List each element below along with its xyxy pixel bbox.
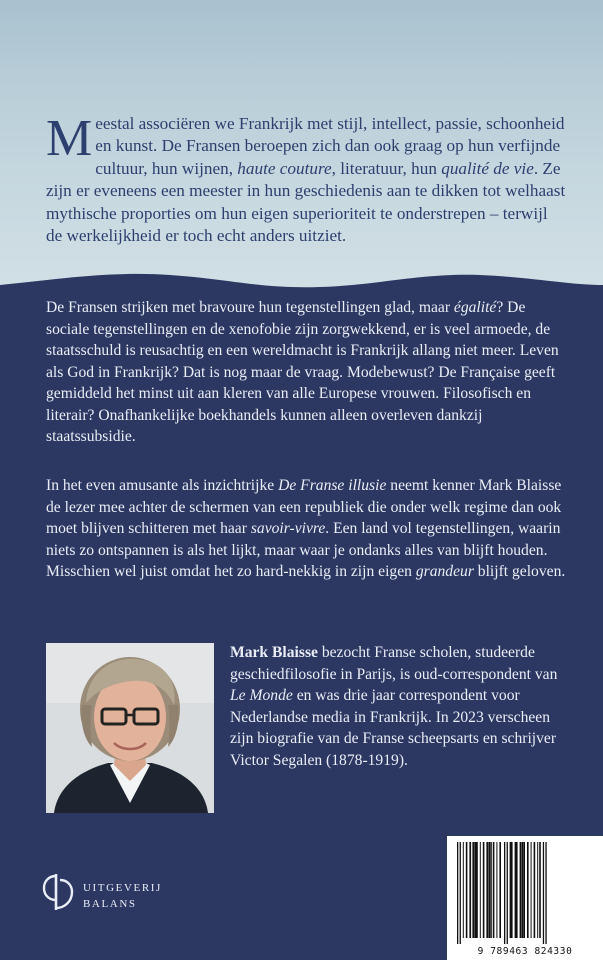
author-bio-text: [230, 644, 557, 769]
text-run-2: neemt kenner Mark Blaisse de lezer mee achter de schermen van een republiek die onder welk regime dan ook moet blijven schitteren met haar: [46, 477, 562, 537]
drop-cap: M: [46, 110, 93, 167]
text-run-4: . Een land vol tegenstellingen, waarin niets zo ontspannen is als het lijkt, maar waar je ondanks alles van blijft houden. Misschien wel juist omdat het zo hard-nekkig in zijn eigen: [46, 520, 561, 580]
barcode-bar: [522, 842, 524, 938]
barcode-bar: [483, 842, 485, 938]
barcode-bar: [477, 842, 478, 938]
publisher-logo: [40, 872, 180, 912]
barcode-bar: [486, 842, 488, 938]
barcode-bar: [531, 842, 532, 938]
barcode-bar: [512, 842, 513, 938]
publisher-line-2: BALANS: [83, 898, 137, 910]
barcode-bar: [480, 842, 481, 938]
barcode: [447, 836, 603, 960]
barcode-bar: [488, 842, 490, 938]
barcode-bar: [460, 842, 461, 944]
barcode-bar: [472, 842, 474, 938]
barcode-bar: [520, 842, 522, 938]
barcode-bar: [507, 842, 508, 944]
text-run-0: In het even amusante als inzichtrijke: [46, 477, 279, 494]
text-run-2: , literatuur, hun: [331, 158, 442, 178]
barcode-bar: [527, 842, 529, 938]
text-run-0: bezocht Franse scholen, studeerde geschiedfilosofie in Parijs, is oud-correspondent van: [230, 644, 558, 683]
balans-logo-icon: [40, 872, 76, 912]
barcode-bar: [545, 842, 546, 944]
italic-phrase-3: qualité de vie: [441, 158, 534, 178]
italic-phrase-5: grandeur: [415, 563, 474, 580]
text-run-0: eestal associëren we Frankrijk met stijl, intellect, passie, schoonheid en kunst. De Fransen beroepen zich dan ook graag op hun verfijnde cultuur, hun wijnen,: [95, 114, 565, 178]
barcode-bar: [534, 842, 536, 938]
publisher-name: [83, 880, 162, 912]
text-run-0: De Fransen strijken met bravoure hun tegenstellingen glad, maar: [46, 299, 454, 316]
author-name: Mark Blaisse: [230, 644, 318, 661]
barcode-bar: [537, 842, 538, 938]
italic-phrase-1: égalité: [453, 299, 497, 316]
text-run-4: . Ze zijn er eveneens een meester in hun geschiedenis aan te dikken tot welhaast mythische proporties om hun eigen superioriteit te onderstrepen – terwijl de werkelijkheid er toch echt anders uitziet.: [46, 158, 566, 246]
text-run-6: blijft geloven.: [473, 563, 566, 580]
barcode-bar: [466, 842, 468, 938]
italic-phrase-3: savoir-vivre: [250, 520, 326, 537]
barcode-bar: [496, 842, 497, 938]
publisher-line-1: UITGEVERIJ: [83, 882, 162, 894]
barcode-bar: [543, 842, 544, 944]
author-bio: [230, 642, 570, 771]
italic-phrase-1: De Franse illusie: [278, 477, 387, 494]
barcode-bar: [463, 842, 464, 938]
body-paragraph-1: [46, 297, 566, 448]
author-photo: [46, 643, 214, 813]
isbn-number: 9 789463 824330: [477, 946, 573, 957]
barcode-bar: [539, 842, 541, 938]
barcode-bars: [453, 842, 597, 946]
barcode-bar: [499, 842, 501, 938]
barcode-bar: [517, 842, 518, 938]
body-paragraph-2: [46, 475, 566, 583]
barcode-bar: [504, 842, 505, 944]
barcode-bar: [491, 842, 492, 938]
barcode-bar: [524, 842, 525, 938]
italic-phrase-1: Le Monde: [230, 687, 293, 704]
barcode-bar: [469, 842, 471, 938]
intro-text: [46, 110, 566, 246]
barcode-bar: [457, 842, 458, 944]
intro-paragraph: [46, 110, 566, 247]
italic-phrase-1: haute couture: [237, 158, 332, 178]
barcode-bar: [493, 842, 495, 938]
text-run-2: en was drie jaar correspondent voor Nederlandse media in Frankrijk. In 2023 verscheen zijn biografie van de Franse scheepsarts en schrijver Victor Segalen (1878-1919).: [230, 687, 557, 769]
text-run-2: ? De sociale tegenstellingen en de xenofobie zijn zorgwekkend, er is veel armoede, de staatsschuld is reusachtig en een wereldmacht is Frankrijk allang niet meer. Leven als God in Frankrijk? Dat is nog maar de vraag. Modebewust? De Française geeft gemiddeld het minst uit aan kleren van alle Europese vrouwen. Filosofisch en literair? Onafhankelijke boekhandels kunnen alleen overleven dankzij staatssubsidie.: [46, 299, 559, 445]
